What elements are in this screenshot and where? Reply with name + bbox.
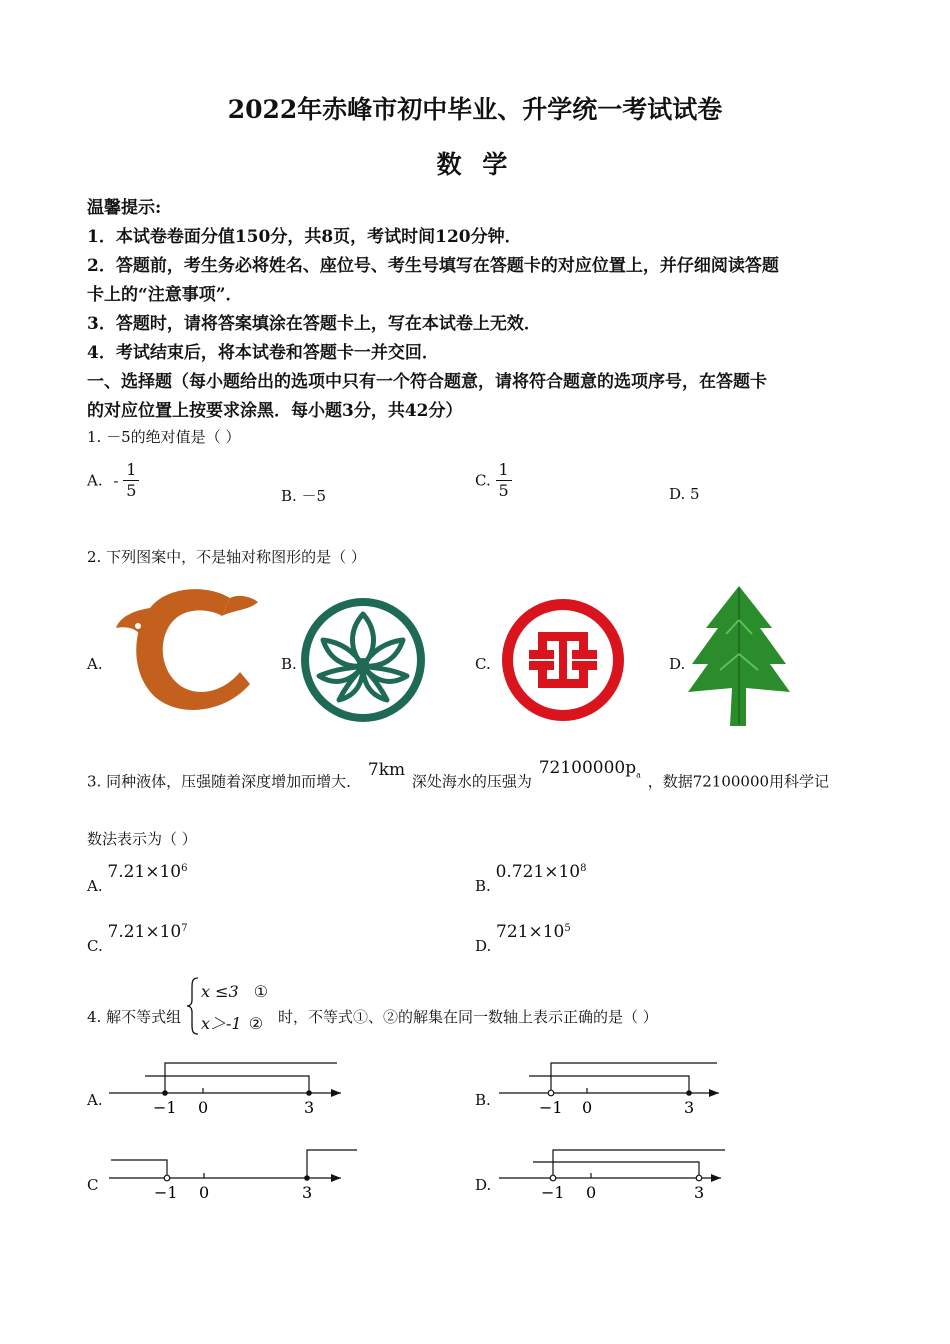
tick-label-minus-1: −1	[153, 1098, 177, 1117]
q1-option-a-sign: -	[113, 471, 119, 490]
q1-option-b: B. －5	[281, 487, 327, 505]
fraction-denominator: 5	[126, 481, 137, 500]
q4-option-b-number-line	[495, 1055, 725, 1120]
q1-option-c	[475, 460, 512, 501]
q4-option-d-label: D.	[475, 1176, 492, 1194]
page-title: 2022年赤峰市初中毕业、升学统一考试试卷	[227, 95, 723, 124]
q3-stem-part-1: 3. 同种液体，压强随着深度增加而增大．	[87, 772, 362, 791]
q2-option-d-label: D.	[669, 655, 686, 673]
q2-option-b-label: B.	[281, 655, 297, 673]
q3-option-c-label: C.	[87, 937, 103, 955]
q4-option-a-label: A.	[87, 1091, 103, 1109]
dragon-c-logo-icon	[112, 580, 262, 720]
q3-pressure-number: 72100000p	[538, 758, 637, 778]
q4-inequality-1-text: x ≤3	[201, 982, 239, 1001]
tick-label-3: 3	[684, 1098, 695, 1117]
tip-item-4: 4．考试结束后，将本试卷和答题卡一并交回．	[87, 343, 439, 363]
q3-stem-cont: 数法表示为（ ）	[87, 830, 197, 848]
q3-option-a-label: A.	[87, 877, 103, 895]
q4-inequality-1-mark: ①	[253, 982, 269, 1001]
q3-option-d-exponent: 5	[564, 923, 571, 934]
tick-label-3: 3	[302, 1183, 313, 1202]
tick-label-0: 0	[198, 1098, 209, 1117]
q4-option-a-number-line	[105, 1055, 345, 1120]
q3-stem-part-3: ，数据72100000用科学记	[647, 772, 830, 791]
fraction-denominator: 5	[498, 481, 509, 500]
tick-label-0: 0	[199, 1183, 210, 1202]
q1-option-a	[87, 460, 139, 501]
q4-inequality-2-mark: ②	[248, 1014, 264, 1033]
q3-option-b-exponent: 8	[580, 863, 587, 874]
q2-option-c-label: C.	[475, 655, 491, 673]
q3-option-b-label: B.	[475, 877, 491, 895]
q1-option-c-label: C.	[475, 471, 491, 490]
fraction-numerator: 1	[496, 460, 512, 481]
q4-stem-part-1: 4. 解不等式组	[87, 1008, 182, 1026]
q3-option-a-mantissa: 7.21×10	[107, 862, 182, 882]
q3-option-b-mantissa: 0.721×10	[495, 862, 581, 882]
lotus-emblem-icon	[299, 596, 427, 724]
q1-option-d: D. 5	[669, 485, 700, 503]
bank-logo-icon	[501, 598, 625, 722]
tick-label-minus-1: −1	[541, 1183, 565, 1202]
q3-option-a	[87, 862, 188, 895]
q3-option-a-exponent: 6	[181, 863, 188, 874]
q1-option-a-fraction	[123, 460, 139, 501]
tips-heading: 温馨提示:	[87, 198, 162, 218]
tick-label-minus-1: −1	[154, 1183, 178, 1202]
section-1-heading: 一、选择题（每小题给出的选项中只有一个符合题意，请将符合题意的选项序号，在答题卡	[87, 372, 767, 392]
tip-item-3: 3．答题时，请将答案填涂在答题卡上，写在本试卷上无效．	[87, 314, 541, 334]
q4-inequality-2-text: x＞-1	[201, 1014, 242, 1033]
q3-stem-part-2: 深处海水的压强为	[411, 772, 532, 791]
system-brace-icon	[186, 976, 200, 1036]
fraction-numerator: 1	[123, 460, 139, 481]
q3-option-c	[87, 922, 188, 955]
q1-option-c-fraction	[496, 460, 512, 501]
q3-option-c-exponent: 7	[181, 923, 188, 934]
tick-label-0: 0	[582, 1098, 593, 1117]
q3-option-d-mantissa: 721×10	[496, 922, 565, 942]
pine-tree-icon	[686, 584, 792, 728]
q4-inequality-1	[201, 982, 268, 1001]
tip-item-1: 1．本试卷卷面分值150分，共8页，考试时间120分钟．	[87, 227, 522, 247]
q3-stem	[87, 758, 830, 791]
q1-option-a-label: A.	[87, 471, 103, 490]
q3-option-d	[475, 922, 571, 955]
q3-option-c-mantissa: 7.21×10	[107, 922, 182, 942]
tick-label-minus-1: −1	[539, 1098, 563, 1117]
q4-option-d-number-line	[495, 1140, 730, 1205]
q4-stem-part-2: 时，不等式①、②的解集在同一数轴上表示正确的是（ ）	[278, 1008, 658, 1026]
tick-label-3: 3	[694, 1183, 705, 1202]
q3-option-d-label: D.	[475, 937, 492, 955]
q4-inequality-2	[201, 1011, 263, 1034]
tip-item-2-cont: 卡上的“注意事项”．	[87, 285, 243, 305]
q4-option-b-label: B.	[475, 1091, 491, 1109]
q3-depth-value: 7km	[367, 760, 406, 780]
tip-item-2: 2．答题前，考生务必将姓名、座位号、考生号填写在答题卡的对应位置上，并仔细阅读答题	[87, 256, 779, 276]
q3-option-b	[475, 862, 587, 895]
q4-option-c-number-line	[105, 1140, 360, 1205]
q3-pressure-subscript: a	[636, 770, 641, 780]
subject-title: 数 学	[436, 150, 514, 179]
q4-option-c-label: C	[87, 1176, 99, 1194]
section-1-heading-cont: 的对应位置上按要求涂黑．每小题3分，共42分）	[87, 401, 463, 421]
tick-label-3: 3	[304, 1098, 315, 1117]
q1-stem: 1. －5的绝对值是（ ）	[87, 428, 241, 446]
q3-pressure-value	[539, 758, 641, 778]
q2-option-a-label: A.	[87, 655, 103, 673]
q2-stem: 2. 下列图案中，不是轴对称图形的是（ ）	[87, 548, 366, 566]
tick-label-0: 0	[586, 1183, 597, 1202]
